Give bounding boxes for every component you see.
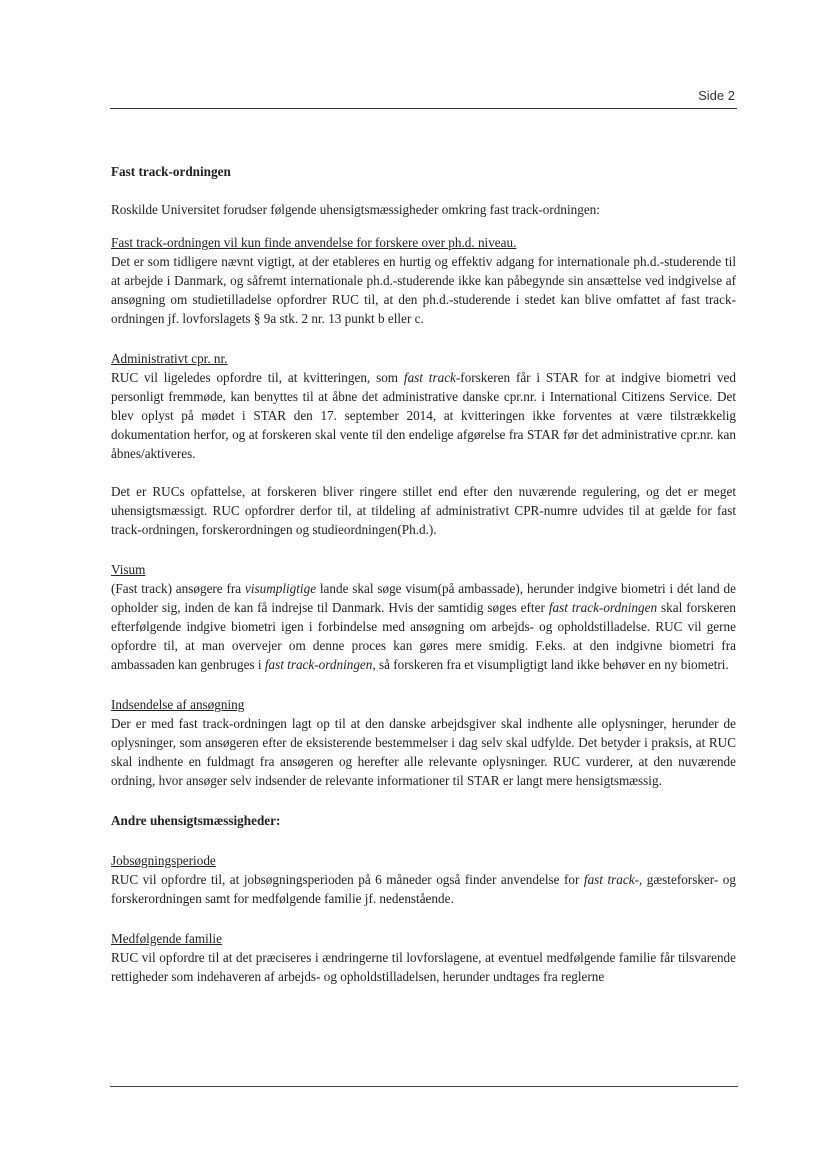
section-title-fast-track: Fast track-ordningen (111, 164, 231, 179)
familie-body: RUC vil opfordre til at det præciseres i ændringerne til lovforslagene, at eventuel medfølgende familie får tilsvarende rettigheder som indehaveren af arbejds- og opholdstilladelsen, herunder undtages fra reglerne (111, 950, 736, 984)
visum-italic-3: fast track-ordningen (264, 657, 373, 672)
visum-italic-2: fast track-ordningen (548, 600, 658, 615)
page-number: Side 2 (698, 88, 735, 103)
visum-italic-1: visumpligtige (244, 581, 317, 596)
subheading-indsendelse: Indsendelse af ansøgning (111, 697, 245, 712)
visum-text-3: skal forskeren efterfølgende indgive biometri igen i forbindelse med ansøgning om arbejds- og opholdstilladelse. RUC vil gerne opfordre til, at man overvejer om denne proces kan gøres mere smidig. F.eks. at den indgivne biometri fra ambassaden kan genbruges i (111, 600, 737, 672)
fast-track-body: Det er som tidligere nævnt vigtigt, at der etableres en hurtig og effektiv adgang for internationale ph.d.-studerende til at arbejde i Danmark, og såfremt internationale ph.d.-studerende ikke kan påbegynde sin ansættelse ved indgivelse af ansøgning om studietilladelse opfordrer RUC til, at den ph.d.-studerende i stedet kan blive omfattet af fast track-ordningen jf. lovforslagets § 9a stk. 2 nr. 13 punkt b eller c. (111, 254, 736, 326)
cpr-body (111, 368, 736, 463)
cpr-body-part2: -forskeren får i STAR for at indgive biometri ved personligt fremmøde, kan benyttes til at åbne det administrative danske cpr.nr. i International Citizens Service. Det blev oplyst på mødet i STAR den 17. september 2014, at kvitteringen ikke forventes at være tilstrækkelig dokumentation herfor, og at forskeren skal vente til den endelige afgørelse fra STAR før det administrative cpr.nr. kan åbnes/aktiveres. (111, 370, 736, 461)
jobsoegning-italic: fast track- (583, 872, 639, 887)
jobsoegning-part2: , gæsteforsker- og forskerordningen samt for medfølgende familie jf. nedenstående. (111, 872, 736, 906)
cpr-body-part1: RUC vil ligeledes opfordre til, at kvitteringen, som (111, 370, 404, 385)
cpr-body-italic: fast track (403, 370, 456, 385)
visum-text-4: , så forskeren fra et visumpligtigt land ikke behøver en ny biometri. (372, 657, 729, 672)
subheading-phd-level: Fast track-ordningen vil kun finde anvendelse for forskere over ph.d. niveau. (111, 235, 517, 250)
jobsoegning-part1: RUC vil opfordre til, at jobsøgningsperioden på 6 måneder også finder anvendelse for (111, 872, 584, 887)
fast-track-intro: Roskilde Universitet forudser følgende uhensigtsmæssigheder omkring fast track-ordningen: (111, 202, 600, 217)
section-title-andre: Andre uhensigtsmæssigheder: (111, 813, 281, 828)
subheading-jobsoegning: Jobsøgningsperiode (111, 853, 216, 868)
subheading-familie: Medfølgende familie (111, 931, 222, 946)
document-body (111, 162, 736, 986)
cpr-body-2: Det er RUCs opfattelse, at forskeren bliver ringere stillet end efter den nuværende regulering, og det er meget uhensigtsmæssigt. RUC opfordrer derfor til, at tildeling af administrativt CPR-numre udvides til at gælde for fast track-ordningen, forskerordningen og studieordningen(Ph.d.). (111, 484, 736, 537)
footer-rule (110, 1086, 738, 1087)
subheading-cpr: Administrativt cpr. nr. (111, 351, 228, 366)
indsendelse-body: Der er med fast track-ordningen lagt op til at den danske arbejdsgiver skal indhente alle oplysninger, herunder de oplysninger, som ansøgeren efter de eksisterende bestemmelser i dag selv skal udfylde. Det betyder i praksis, at RUC skal indhente en fuldmagt fra ansøgeren og herefter alle relevante oplysninger. RUC vurderer, at den nuværende ordning, hvor ansøger selv indsender de relevante informationer til STAR er langt mere hensigtsmæssig. (111, 716, 736, 788)
visum-text-1: (Fast track) ansøgere fra (111, 581, 245, 596)
subheading-visum: Visum (111, 562, 146, 577)
jobsoegning-body (111, 870, 736, 908)
visum-text-2: lande skal søge visum(på ambassade), herunder indgive biometri i dét land de opholder sig, inden de kan få indrejse til Danmark. Hvis der samtidig søges efter (111, 581, 736, 615)
page-header (110, 86, 737, 109)
visum-body (111, 579, 736, 674)
